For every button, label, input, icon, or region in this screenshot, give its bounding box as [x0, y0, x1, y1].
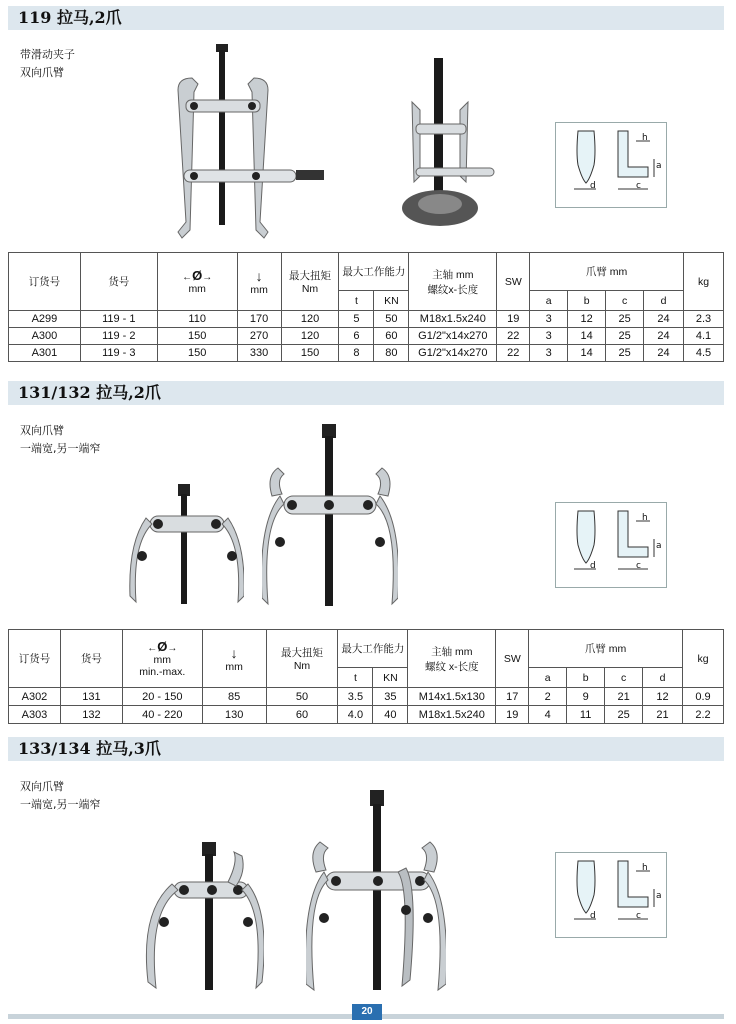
table-row — [9, 328, 724, 345]
diameter-arrow-icon: ←Ø→ — [147, 639, 178, 654]
spec-table-119 — [8, 252, 724, 362]
spindle-sub: 螺纹x-长度 — [427, 283, 479, 296]
puller-119-mounted-image — [398, 58, 502, 230]
cell: 2 — [529, 688, 567, 706]
col-depth — [202, 630, 266, 688]
cell: 119 - 3 — [80, 345, 157, 362]
cell: 50 — [266, 688, 338, 706]
cell: 3 — [530, 345, 568, 362]
cell: A299 — [9, 311, 81, 328]
table-row — [9, 345, 724, 362]
col-order: 订货号 — [9, 630, 61, 688]
diameter-arrow-icon: ←Ø→ — [182, 268, 213, 283]
desc-line: 一端宽,另一端窄 — [20, 442, 101, 455]
col-capacity: 最大工作能力 — [339, 253, 409, 291]
diagram-label-a: a — [656, 891, 662, 901]
diagram-label-a: a — [656, 541, 662, 551]
cell: 14 — [568, 328, 606, 345]
cell: 35 — [373, 688, 408, 706]
diameter-symbol: Ø — [192, 268, 203, 283]
puller-133-image — [138, 842, 264, 994]
cell: 0.9 — [682, 688, 723, 706]
torque-label: 最大扭矩 — [281, 647, 324, 659]
section-title-119: 119 拉马,2爪 — [8, 6, 724, 30]
cell: 25 — [606, 311, 644, 328]
col-spindle — [408, 630, 496, 688]
col-a: a — [530, 291, 568, 311]
puller-134-image — [306, 790, 446, 996]
cell: 2.2 — [682, 706, 723, 724]
section-119-description — [20, 46, 75, 82]
cell: M18x1.5x240 — [409, 311, 497, 328]
cell: 21 — [643, 706, 683, 724]
claw-dimension-diagram — [555, 502, 667, 588]
col-order: 订货号 — [9, 253, 81, 311]
desc-line: 双向爪臂 — [20, 66, 64, 79]
cell: 40 - 220 — [122, 706, 202, 724]
cell: 131 — [60, 688, 122, 706]
page-number: 20 — [352, 1004, 382, 1020]
cell: A301 — [9, 345, 81, 362]
cell: 5 — [339, 311, 374, 328]
col-part: 货号 — [60, 630, 122, 688]
cell: 170 — [237, 311, 281, 328]
depth-unit: mm — [225, 660, 243, 673]
cell: 132 — [60, 706, 122, 724]
col-part: 货号 — [80, 253, 157, 311]
cell: 14 — [568, 345, 606, 362]
cell: 110 — [157, 311, 237, 328]
cell: 20 - 150 — [122, 688, 202, 706]
col-c: c — [605, 668, 643, 688]
cell: 11 — [567, 706, 605, 724]
cell: 4 — [529, 706, 567, 724]
col-arm: 爪臂 mm — [530, 253, 684, 291]
cell: 60 — [266, 706, 338, 724]
col-b: b — [568, 291, 606, 311]
cell: 4.1 — [683, 328, 723, 345]
cell: 150 — [157, 345, 237, 362]
cell: 8 — [339, 345, 374, 362]
depth-unit: mm — [250, 283, 268, 296]
cell: 85 — [202, 688, 266, 706]
section-title-133-134: 133/134 拉马,3爪 — [8, 737, 724, 761]
down-arrow-icon: ↓ — [230, 644, 238, 661]
claw-dimension-diagram — [555, 122, 667, 208]
cell: 120 — [281, 328, 339, 345]
col-cap-kn: KN — [373, 668, 408, 688]
puller-119-image — [168, 42, 328, 242]
col-c: c — [606, 291, 644, 311]
cell: G1/2"x14x270 — [409, 345, 497, 362]
diameter-unit: mm — [188, 283, 206, 295]
cell: 24 — [644, 328, 684, 345]
spindle-sub: 螺纹 x-长度 — [424, 660, 479, 673]
cell: M14x1.5x130 — [408, 688, 496, 706]
cell: 4.0 — [338, 706, 373, 724]
diagram-label-h: h — [642, 863, 648, 873]
cell: 6 — [339, 328, 374, 345]
table-row — [9, 311, 724, 328]
cell: 12 — [568, 311, 606, 328]
diagram-label-c: c — [636, 561, 641, 571]
section-131-description — [20, 422, 101, 458]
cell: 2.3 — [683, 311, 723, 328]
cell: 22 — [497, 328, 530, 345]
col-depth — [237, 253, 281, 311]
col-cap-kn: KN — [374, 291, 409, 311]
cell: 80 — [374, 345, 409, 362]
diameter-symbol: Ø — [157, 639, 168, 654]
col-a: a — [529, 668, 567, 688]
col-d: d — [644, 291, 684, 311]
cell: A303 — [9, 706, 61, 724]
puller-132-image — [262, 424, 398, 610]
diagram-label-h: h — [642, 133, 648, 143]
cell: 19 — [496, 706, 529, 724]
col-diameter — [122, 630, 202, 688]
diagram-label-h: h — [642, 513, 648, 523]
cell: 60 — [374, 328, 409, 345]
col-kg: kg — [683, 253, 723, 311]
cell: 24 — [644, 345, 684, 362]
col-sw: SW — [497, 253, 530, 311]
diagram-label-c: c — [636, 181, 641, 191]
cell: A302 — [9, 688, 61, 706]
torque-unit: Nm — [293, 660, 311, 672]
cell: 50 — [374, 311, 409, 328]
cell: 150 — [281, 345, 339, 362]
down-arrow-icon: ↓ — [255, 267, 263, 284]
cell: 25 — [606, 328, 644, 345]
spindle-label: 主轴 mm — [431, 645, 473, 658]
cell: 3.5 — [338, 688, 373, 706]
col-spindle — [409, 253, 497, 311]
cell: 9 — [567, 688, 605, 706]
cell: 21 — [605, 688, 643, 706]
cell: 150 — [157, 328, 237, 345]
diameter-unit: mm — [153, 654, 172, 666]
col-kg: kg — [682, 630, 723, 688]
cell: 22 — [497, 345, 530, 362]
col-diameter — [157, 253, 237, 311]
col-arm: 爪臂 mm — [529, 630, 683, 668]
cell: 24 — [644, 311, 684, 328]
cell: G1/2"x14x270 — [409, 328, 497, 345]
section-title-131-132: 131/132 拉马,2爪 — [8, 381, 724, 405]
cell: 3 — [530, 311, 568, 328]
diagram-label-c: c — [636, 911, 641, 921]
cell: 120 — [281, 311, 339, 328]
table-row — [9, 688, 724, 706]
diagram-label-d: d — [590, 561, 596, 571]
cell: 19 — [497, 311, 530, 328]
cell: 119 - 1 — [80, 311, 157, 328]
cell: 4.5 — [683, 345, 723, 362]
col-cap-t: t — [339, 291, 374, 311]
spindle-label: 主轴 mm — [432, 268, 474, 281]
puller-131-image — [128, 484, 244, 610]
cell: 25 — [606, 345, 644, 362]
col-torque — [281, 253, 339, 311]
table-row — [9, 706, 724, 724]
col-torque — [266, 630, 338, 688]
col-d: d — [643, 668, 683, 688]
spec-table-131-132 — [8, 629, 724, 724]
cell: 3 — [530, 328, 568, 345]
col-sw: SW — [496, 630, 529, 688]
diameter-range: min.-max. — [139, 666, 186, 678]
cell: 40 — [373, 706, 408, 724]
cell: A300 — [9, 328, 81, 345]
torque-label: 最大扭矩 — [289, 270, 332, 282]
cell: 330 — [237, 345, 281, 362]
diagram-label-d: d — [590, 181, 596, 191]
desc-line: 双向爪臂 — [20, 424, 64, 437]
cell: 25 — [605, 706, 643, 724]
desc-line: 一端宽,另一端窄 — [20, 798, 101, 811]
cell: 119 - 2 — [80, 328, 157, 345]
col-cap-t: t — [338, 668, 373, 688]
col-b: b — [567, 668, 605, 688]
section-133-description — [20, 778, 101, 814]
cell: M18x1.5x240 — [408, 706, 496, 724]
claw-dimension-diagram — [555, 852, 667, 938]
cell: 17 — [496, 688, 529, 706]
diagram-label-d: d — [590, 911, 596, 921]
desc-line: 双向爪臂 — [20, 780, 64, 793]
torque-unit: Nm — [301, 283, 319, 295]
cell: 130 — [202, 706, 266, 724]
desc-line: 带滑动夹子 — [20, 48, 75, 61]
cell: 270 — [237, 328, 281, 345]
diagram-label-a: a — [656, 161, 662, 171]
col-capacity: 最大工作能力 — [338, 630, 408, 668]
cell: 12 — [643, 688, 683, 706]
